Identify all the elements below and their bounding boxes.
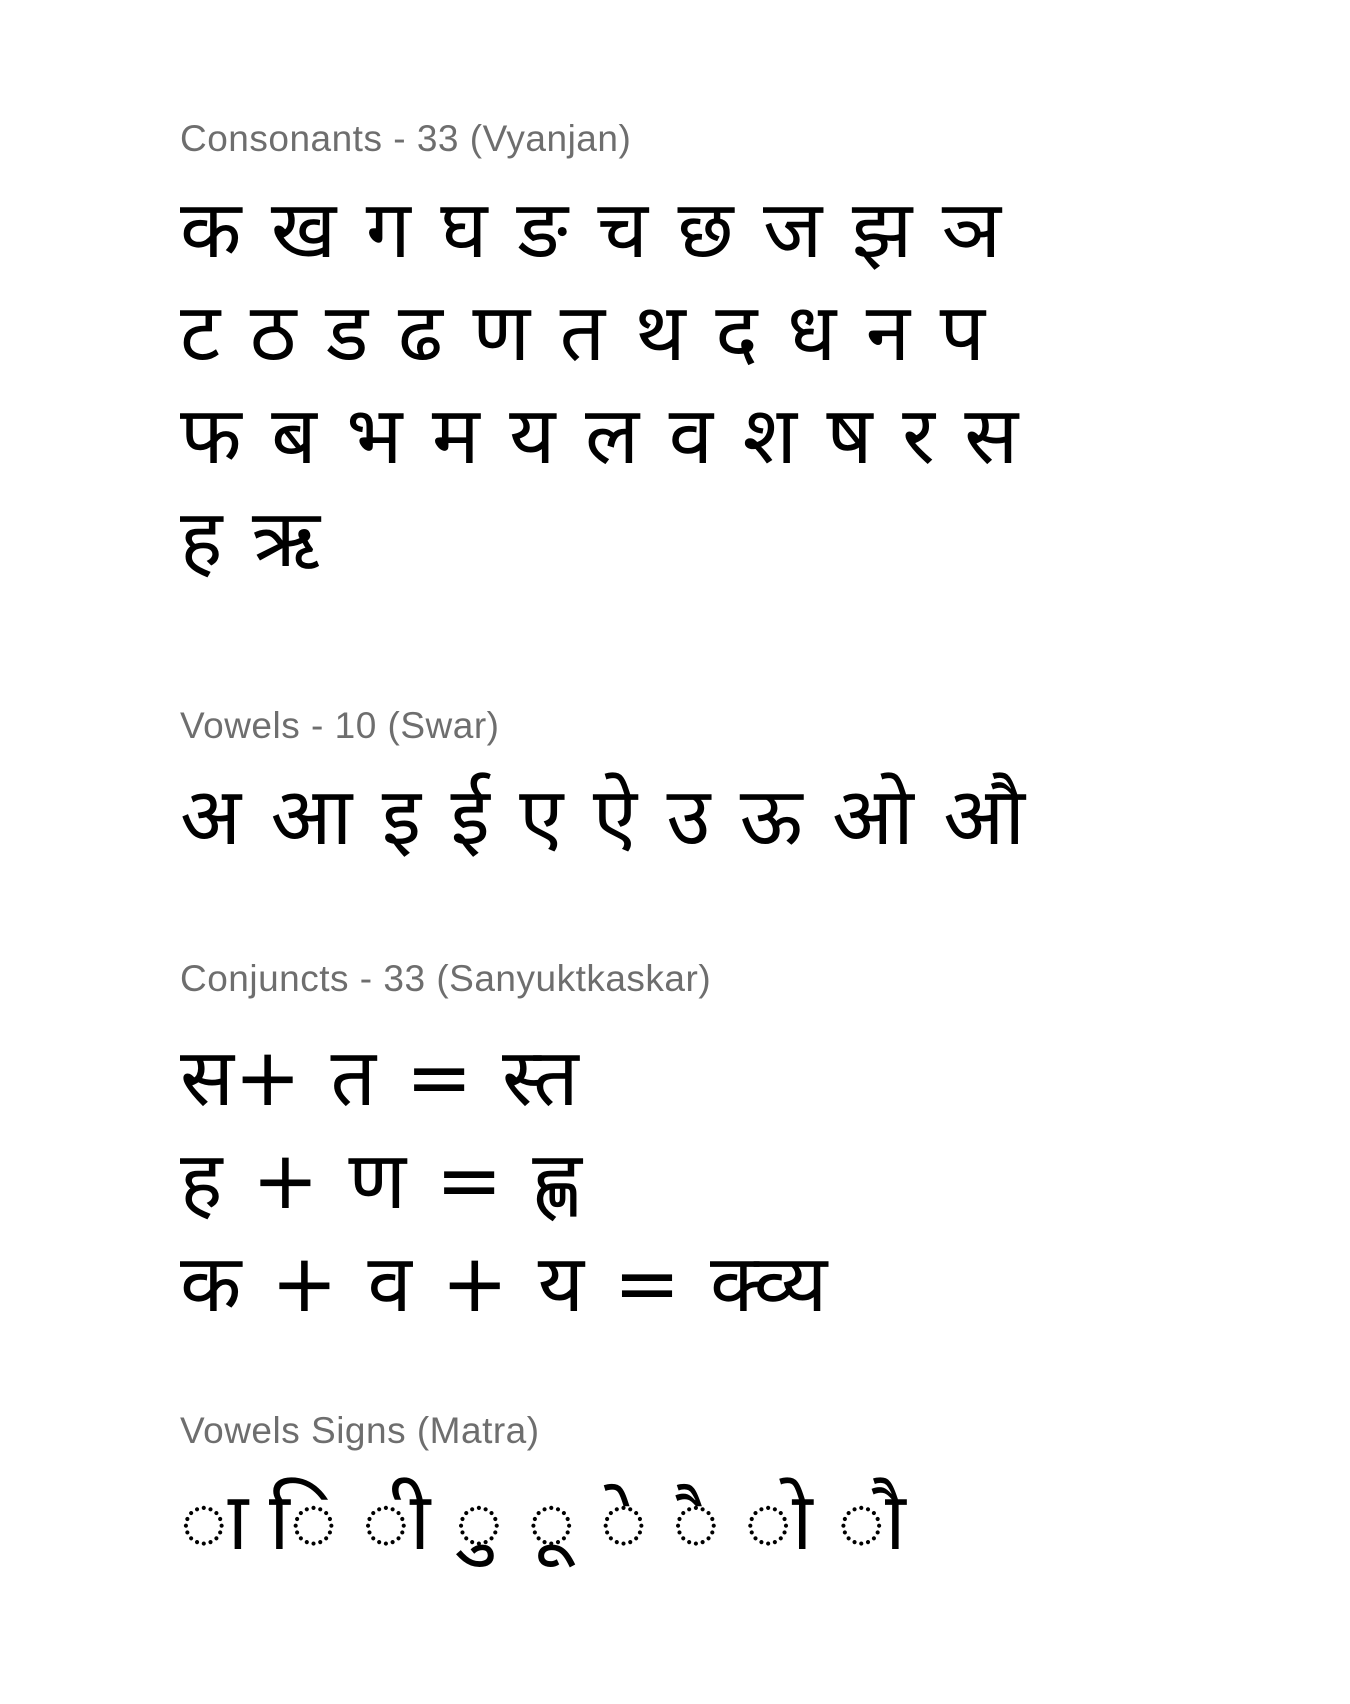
section-consonants [180, 118, 1290, 590]
consonants-row-2: ट ठ ड ढ ण त थ द ध न प [180, 286, 986, 379]
vowels-lines [180, 765, 1290, 868]
matras-row: ा ि ी ु ू े ै ो ौ [180, 1475, 910, 1568]
conjuncts-section-label: Conjuncts - 33 (Sanyuktkaskar) [180, 958, 712, 999]
section-conjuncts [180, 958, 1290, 1335]
consonants-row-1: क ख ग घ ङ च छ ज झ ञ [180, 183, 1002, 276]
matras-lines [180, 1470, 1290, 1573]
consonants-row-3: फ ब भ म य ल व श ष र स [180, 389, 1019, 482]
section-matras [180, 1410, 1290, 1573]
vowels-section-label: Vowels - 10 (Swar) [180, 705, 500, 746]
consonants-section-label: Consonants - 33 (Vyanjan) [180, 118, 632, 159]
conjuncts-lines [180, 1026, 1290, 1335]
consonants-lines [180, 178, 1290, 590]
conjunct-example-2: ह + ण = ह्ण [180, 1134, 582, 1227]
vowels-row: अ आ इ ई ए ऐ उ ऊ ओ औ [180, 770, 1026, 863]
matras-section-label: Vowels Signs (Matra) [180, 1410, 540, 1451]
section-vowels [180, 705, 1290, 868]
conjunct-example-3: क + व + य = क्व्य [180, 1237, 828, 1330]
conjunct-example-1: स+ त = स्त [180, 1031, 579, 1124]
consonants-row-4: ह ऋ [180, 492, 321, 585]
